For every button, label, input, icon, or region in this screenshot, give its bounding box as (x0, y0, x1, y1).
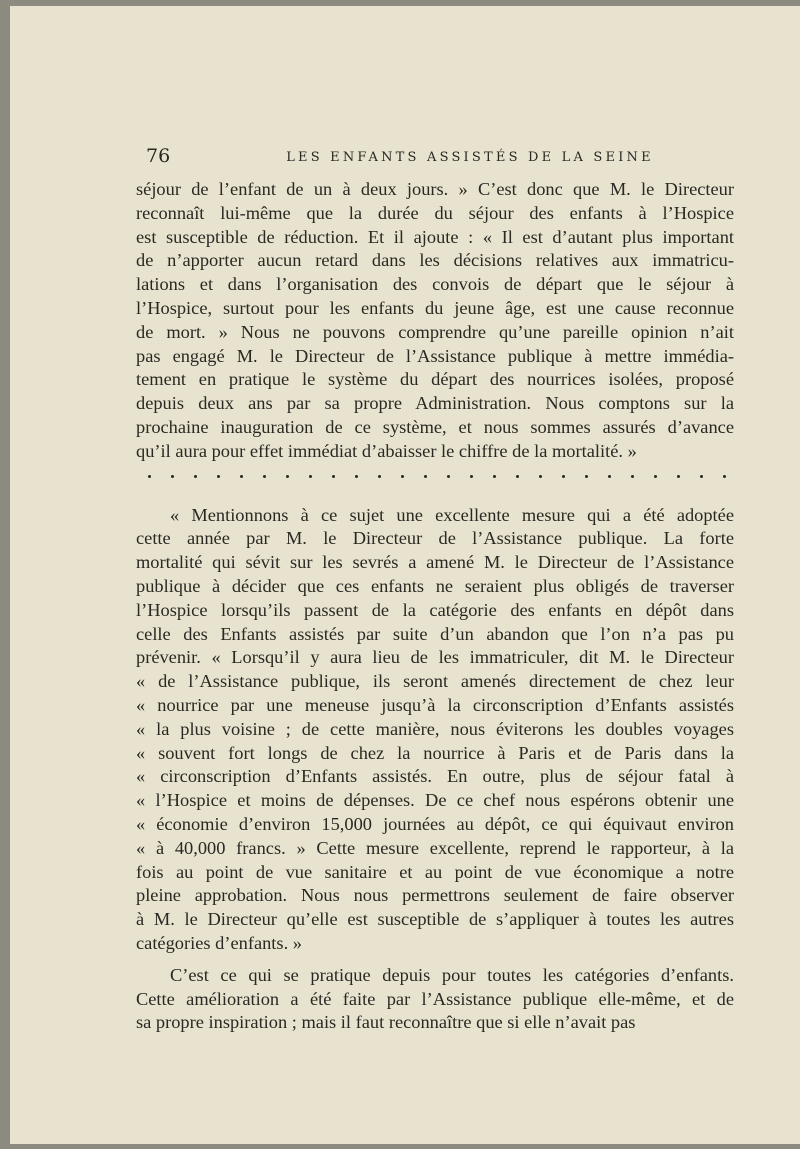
ellipsis-dot (539, 475, 542, 478)
page-body (136, 178, 734, 1035)
text-line: reconnaît lui-même que la durée du séjour des enfants à l’Hospice (136, 202, 734, 223)
text-line: tement en pratique le système du départ des nourrices isolées, proposé (136, 369, 734, 390)
text-line: lations et dans l’organisation des convois de départ que le séjour à (136, 274, 734, 295)
ellipsis-dot (171, 475, 174, 478)
ellipsis-dot (309, 475, 312, 478)
text-line: « de l’Assistance publique, ils seront amenés directement de chez leur (136, 671, 734, 692)
ellipsis-separator (136, 464, 734, 490)
text-line: « circonscription d’Enfants assistés. En outre, plus de séjour fatal à (136, 766, 734, 787)
text-line: publique à décider que ces enfants ne seraient plus obligés de traverser (136, 575, 734, 596)
text-line: « l’Hospice et moins de dépenses. De ce chef nous espérons obtenir une (136, 790, 734, 811)
text-line: « économie d’environ 15,000 journées au dépôt, ce qui équivaut environ (136, 813, 734, 834)
text-line: pas engagé M. le Directeur de l’Assistance publique à mettre immédia- (136, 345, 734, 366)
spacer (136, 956, 734, 964)
ellipsis-dot (401, 475, 404, 478)
ellipsis-dot (493, 475, 496, 478)
text-line: de n’apporter aucun retard dans les décisions relatives aux immatricu- (136, 250, 734, 271)
text-line: « nourrice par une meneuse jusqu’à la circonscription d’Enfants assistés (136, 694, 734, 715)
ellipsis-dot (470, 475, 473, 478)
ellipsis-dot (194, 475, 197, 478)
text-line: « souvent fort longs de chez la nourrice à Paris et de Paris dans la (136, 742, 734, 763)
ellipsis-dot (355, 475, 358, 478)
spacer (136, 490, 734, 504)
text-line: Cette amélioration a été faite par l’Assistance publique elle-même, et de (136, 988, 734, 1009)
text-line: « à 40,000 francs. » Cette mesure excellente, reprend le rapporteur, à la (136, 837, 734, 858)
ellipsis-dot (424, 475, 427, 478)
text-line: l’Hospice lorsqu’ils passent de la catégorie des enfants en dépôt dans (136, 599, 734, 620)
text-line: prochaine inauguration de ce système, et nous sommes assurés d’avance (136, 416, 734, 437)
text-line: cette année par M. le Directeur de l’Assistance publique. La forte (136, 528, 734, 549)
text-line: C’est ce qui se pratique depuis pour toutes les catégories d’enfants. (170, 964, 734, 985)
text-line: pleine approbation. Nous nous permettrons seulement de faire observer (136, 885, 734, 906)
ellipsis-dot (631, 475, 634, 478)
text-line: celle des Enfants assistés par suite d’un abandon que l’on n’a pas pu (136, 623, 734, 644)
text-line: catégories d’enfants. » (136, 932, 302, 953)
text-line: de mort. » Nous ne pouvons comprendre qu’une pareille opinion n’ait (136, 321, 734, 342)
ellipsis-dot (677, 475, 680, 478)
ellipsis-dot (332, 475, 335, 478)
ellipsis-dot (608, 475, 611, 478)
ellipsis-dot (263, 475, 266, 478)
text-line: fois au point de vue sanitaire et au point de vue économique a notre (136, 861, 734, 882)
text-line: « Mentionnons à ce sujet une excellente mesure qui a été adoptée (170, 504, 734, 525)
ellipsis-dot (217, 475, 220, 478)
text-line: l’Hospice, surtout pour les enfants du jeune âge, est une cause reconnue (136, 297, 734, 318)
page-header (146, 145, 744, 173)
page-number: 76 (146, 145, 171, 167)
ellipsis-dot (378, 475, 381, 478)
text-line: est susceptible de réduction. Et il ajoute : « Il est d’autant plus important (136, 226, 734, 247)
ellipsis-dot (654, 475, 657, 478)
text-line: mortalité qui sévit sur les sevrés a amené M. le Directeur de l’Assistance (136, 552, 734, 573)
text-line: prévenir. « Lorsqu’il y aura lieu de les immatriculer, dit M. le Directeur (136, 647, 734, 668)
ellipsis-dot (700, 475, 703, 478)
text-line: depuis deux ans par sa propre Administration. Nous comptons sur la (136, 393, 734, 414)
ellipsis-dot (240, 475, 243, 478)
text-line: « la plus voisine ; de cette manière, nous éviterons les doubles voyages (136, 718, 734, 739)
ellipsis-dot (723, 475, 726, 478)
ellipsis-dot (286, 475, 289, 478)
running-title: LES ENFANTS ASSISTÉS DE LA SEINE (286, 150, 654, 165)
ellipsis-dot (148, 475, 151, 478)
ellipsis-dot (585, 475, 588, 478)
text-line: qu’il aura pour effet immédiat d’abaisser le chiffre de la mortalité. » (136, 440, 637, 461)
text-line: à M. le Directeur qu’elle est susceptible de s’appliquer à toutes les autres (136, 909, 734, 930)
text-line: séjour de l’enfant de un à deux jours. » C’est donc que M. le Directeur (136, 179, 734, 199)
ellipsis-dot (516, 475, 519, 478)
ellipsis-dot (447, 475, 450, 478)
ellipsis-dot (562, 475, 565, 478)
text-line: sa propre inspiration ; mais il faut reconnaître que si elle n’avait pas (136, 1012, 636, 1033)
